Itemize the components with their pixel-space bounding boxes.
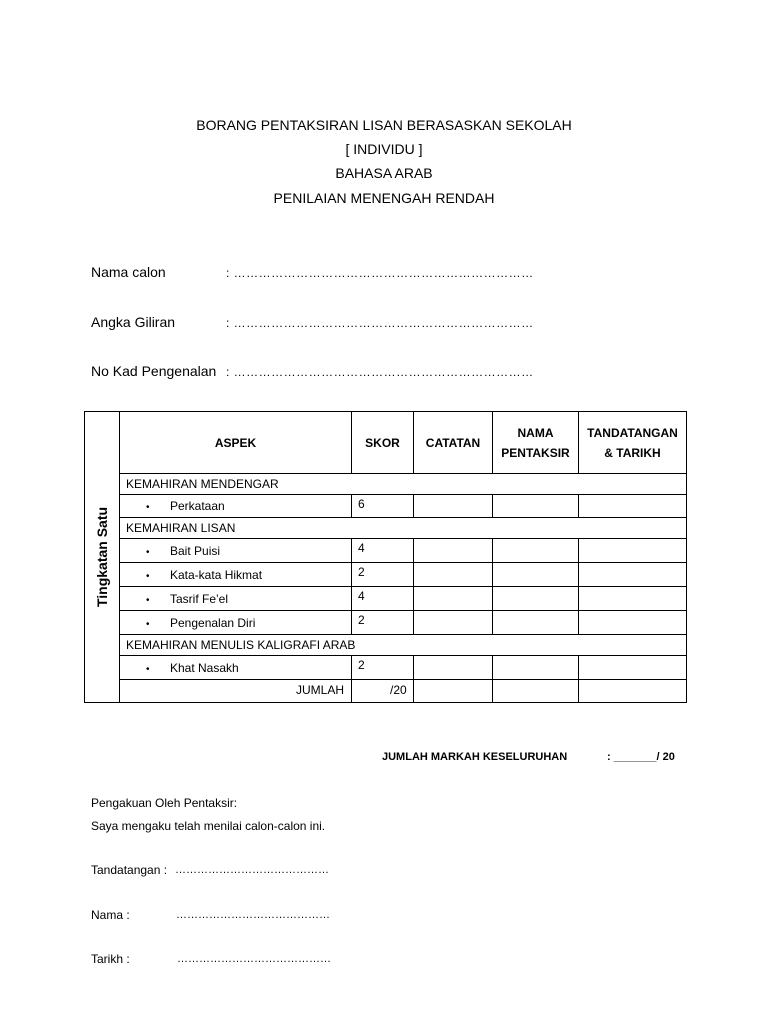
aspect-cell	[120, 495, 352, 518]
score-cell: 2	[352, 656, 414, 680]
header-skor: SKOR	[352, 412, 414, 474]
header-catatan: CATATAN	[414, 412, 493, 474]
aspect-cell	[120, 611, 352, 635]
tandatangan-cell	[579, 680, 687, 703]
table-row	[85, 611, 687, 635]
bullet: •	[146, 594, 150, 606]
catatan-cell[interactable]	[414, 611, 493, 635]
total-label: JUMLAH	[120, 680, 352, 703]
table-header-row	[85, 412, 687, 474]
nama-cell[interactable]	[493, 563, 579, 587]
overall-total-field[interactable]: : _______/ 20	[607, 751, 675, 763]
section-row	[85, 635, 687, 656]
header-tandatangan-line2: & TARIKH	[604, 445, 661, 460]
aspect-cell	[120, 563, 352, 587]
tandatangan-cell[interactable]	[579, 563, 687, 587]
ic-number-label: No Kad Pengenalan	[91, 363, 217, 379]
header-tandatangan	[579, 412, 687, 474]
nama-cell[interactable]	[493, 656, 579, 680]
subject: BAHASA ARAB	[335, 165, 433, 181]
overall-total-label: JUMLAH MARKAH KESELURUHAN	[382, 751, 568, 763]
section-title: KEMAHIRAN MENULIS KALIGRAFI ARAB	[120, 635, 687, 656]
nama-cell[interactable]	[493, 495, 579, 518]
aspect-name: Pengenalan Diri	[170, 615, 256, 630]
section-title: KEMAHIRAN LISAN	[120, 518, 687, 539]
catatan-cell[interactable]	[414, 539, 493, 563]
table-row	[85, 495, 687, 518]
score-cell: 2	[352, 563, 414, 587]
catatan-cell[interactable]	[414, 495, 493, 518]
bullet: •	[146, 502, 150, 513]
header-aspek: ASPEK	[120, 412, 352, 474]
score-cell: 4	[352, 539, 414, 563]
catatan-cell	[414, 680, 493, 703]
catatan-cell[interactable]	[414, 587, 493, 611]
header-nama-line2: PENTAKSIR	[501, 445, 570, 460]
section-row	[85, 474, 687, 495]
declaration-title: Pengakuan Oleh Pentaksir:	[91, 796, 238, 810]
table-row	[85, 587, 687, 611]
aspect-name: Tasrif Fe’el	[170, 591, 229, 606]
ic-number-field[interactable]: : ………………………………………………………………	[226, 365, 534, 379]
declaration-text: Saya mengaku telah menilai calon-calon ini.	[91, 819, 326, 833]
nama-cell[interactable]	[493, 587, 579, 611]
bullet: •	[146, 546, 150, 558]
tandatangan-cell[interactable]	[579, 656, 687, 680]
header-tandatangan-line1: TANDATANGAN	[587, 425, 678, 440]
tandatangan-cell[interactable]	[579, 587, 687, 611]
nama-cell	[493, 680, 579, 703]
signature-label: Tandatangan :	[91, 863, 168, 877]
form-level-cell	[85, 412, 120, 703]
assessor-name-label: Nama :	[91, 908, 130, 922]
score-cell: 4	[352, 587, 414, 611]
aspect-cell	[120, 656, 352, 680]
header-nama-line1: NAMA	[517, 425, 554, 440]
signature-field[interactable]: ……………………………………	[175, 864, 329, 876]
bullet: •	[146, 618, 150, 630]
aspect-cell	[120, 587, 352, 611]
section-title: KEMAHIRAN MENDENGAR	[120, 474, 687, 495]
table-row	[85, 539, 687, 563]
candidate-name-label: Nama calon	[91, 264, 166, 280]
index-number-label: Angka Giliran	[91, 314, 176, 330]
aspect-cell	[120, 539, 352, 563]
aspect-name: Khat Nasakh	[170, 660, 239, 675]
tandatangan-cell[interactable]	[579, 495, 687, 518]
total-row	[85, 680, 687, 703]
form-title: BORANG PENTAKSIRAN LISAN BERASASKAN SEKOLAH	[196, 117, 572, 133]
assessment-name: PENILAIAN MENENGAH RENDAH	[273, 190, 495, 206]
assessment-table	[84, 411, 687, 703]
aspect-name: Kata-kata Hikmat	[170, 567, 263, 582]
catatan-cell[interactable]	[414, 656, 493, 680]
aspect-name: Bait Puisi	[170, 543, 221, 558]
index-number-field[interactable]: : ………………………………………………………………	[226, 316, 534, 330]
catatan-cell[interactable]	[414, 563, 493, 587]
candidate-name-field[interactable]: : ………………………………………………………………	[226, 266, 534, 280]
score-cell: 6	[352, 495, 414, 518]
aspect-name: Perkataan	[170, 499, 225, 513]
nama-cell[interactable]	[493, 539, 579, 563]
bullet: •	[146, 570, 150, 582]
form-level-label: Tingkatan Satu	[94, 506, 110, 608]
date-field[interactable]: ……………………………………	[177, 953, 331, 965]
table-row	[85, 656, 687, 680]
section-row	[85, 518, 687, 539]
nama-cell[interactable]	[493, 611, 579, 635]
date-label: Tarikh :	[91, 952, 130, 966]
header-nama-pentaksir	[493, 412, 579, 474]
form-type: [ INDIVIDU ]	[345, 141, 423, 157]
bullet: •	[146, 663, 150, 675]
assessor-name-field[interactable]: ……………………………………	[176, 909, 330, 921]
table-row	[85, 563, 687, 587]
tandatangan-cell[interactable]	[579, 539, 687, 563]
total-value: /20	[352, 680, 414, 703]
tandatangan-cell[interactable]	[579, 611, 687, 635]
score-cell: 2	[352, 611, 414, 635]
